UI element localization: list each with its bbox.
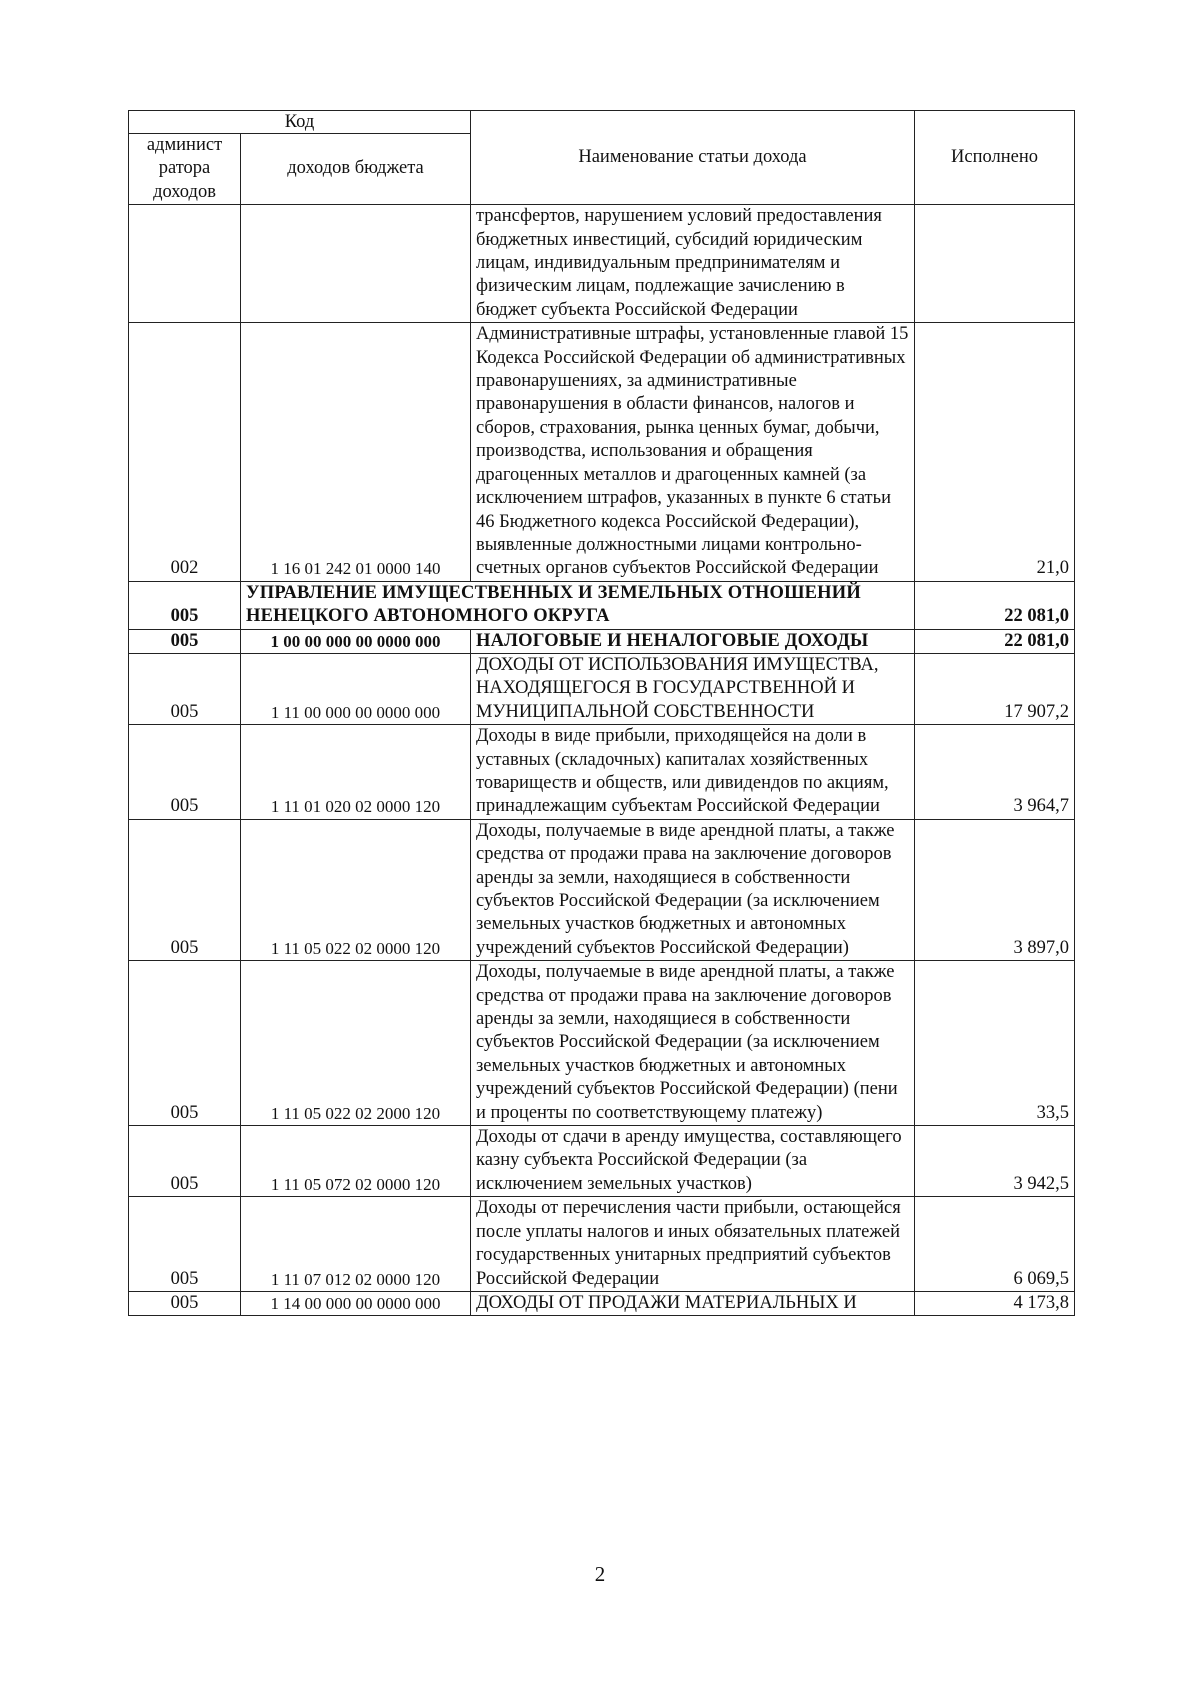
admin-code-cell: 002 — [129, 323, 241, 581]
table-row — [129, 205, 1075, 323]
item-name-cell: Доходы от сдачи в аренду имущества, составляющего казну субъекта Российской Федерации (за исключением земельных участков) — [471, 1126, 915, 1197]
budget-code-cell: 1 11 05 072 02 0000 120 — [241, 1126, 471, 1197]
budget-code-cell: 1 11 00 000 00 0000 000 — [241, 653, 471, 724]
executed-amount-cell: 3 897,0 — [915, 819, 1075, 960]
budget-code-cell: 1 14 00 000 00 0000 000 — [241, 1291, 471, 1315]
header-row-top — [129, 111, 1075, 134]
item-name-cell: ДОХОДЫ ОТ ИСПОЛЬЗОВАНИЯ ИМУЩЕСТВА, НАХОДЯЩЕГОСЯ В ГОСУДАРСТВЕННОЙ И МУНИЦИПАЛЬНОЙ СОБСТВЕННОСТИ — [471, 653, 915, 724]
budget-code-cell: 1 11 01 020 02 0000 120 — [241, 725, 471, 820]
item-name-cell: УПРАВЛЕНИЕ ИМУЩЕСТВЕННЫХ И ЗЕМЕЛЬНЫХ ОТНОШЕНИЙ НЕНЕЦКОГО АВТОНОМНОГО ОКРУГА — [241, 581, 915, 629]
admin-code-cell: 005 — [129, 629, 241, 653]
table-row — [129, 1291, 1075, 1315]
table-body — [129, 205, 1075, 1316]
table-row — [129, 1126, 1075, 1197]
table-row — [129, 323, 1075, 581]
budget-code-cell: 1 16 01 242 01 0000 140 — [241, 323, 471, 581]
executed-amount-cell: 22 081,0 — [915, 629, 1075, 653]
budget-code-cell: 1 11 05 022 02 0000 120 — [241, 819, 471, 960]
header-name-column: Наименование статьи дохода — [471, 111, 915, 205]
admin-code-cell — [129, 205, 241, 323]
executed-amount-cell: 33,5 — [915, 961, 1075, 1126]
header-budget-column: доходов бюджета — [241, 134, 471, 205]
header-executed-column: Исполнено — [915, 111, 1075, 205]
admin-code-cell: 005 — [129, 819, 241, 960]
table-row — [129, 819, 1075, 960]
item-name-cell: Доходы в виде прибыли, приходящейся на доли в уставных (складочных) капиталах хозяйственных товариществ и обществ, или дивидендов по акциям, принадлежащим субъектам Российской Федерации — [471, 725, 915, 820]
item-name-cell: НАЛОГОВЫЕ И НЕНАЛОГОВЫЕ ДОХОДЫ — [471, 629, 915, 653]
header-code-group: Код — [129, 111, 471, 134]
item-name-cell: Доходы, получаемые в виде арендной платы, а также средства от продажи права на заключение договоров аренды за земли, находящиеся в собственности субъектов Российской Федерации (за исключением земельных участков бюджетных и автономных учреждений субъектов Российской Федерации) (пени и проценты по соответствующему платежу) — [471, 961, 915, 1126]
table-row — [129, 629, 1075, 653]
table-row — [129, 725, 1075, 820]
executed-amount-cell: 22 081,0 — [915, 581, 1075, 629]
admin-code-cell: 005 — [129, 653, 241, 724]
item-name-cell: Доходы от перечисления части прибыли, остающейся после уплаты налогов и иных обязательных платежей государственных унитарных предприятий субъектов Российской Федерации — [471, 1197, 915, 1292]
admin-code-cell: 005 — [129, 725, 241, 820]
item-name-cell: ДОХОДЫ ОТ ПРОДАЖИ МАТЕРИАЛЬНЫХ И — [471, 1291, 915, 1315]
executed-amount-cell: 3 942,5 — [915, 1126, 1075, 1197]
item-name-cell: трансфертов, нарушением условий предоставления бюджетных инвестиций, субсидий юридическим лицам, индивидуальным предпринимателям и физическим лицам, подлежащие зачислению в бюджет субъекта Российской Федерации — [471, 205, 915, 323]
admin-code-cell: 005 — [129, 581, 241, 629]
admin-code-cell: 005 — [129, 1291, 241, 1315]
executed-amount-cell: 4 173,8 — [915, 1291, 1075, 1315]
budget-code-cell: 1 11 05 022 02 2000 120 — [241, 961, 471, 1126]
executed-amount-cell: 3 964,7 — [915, 725, 1075, 820]
executed-amount-cell: 6 069,5 — [915, 1197, 1075, 1292]
budget-code-cell: 1 11 07 012 02 0000 120 — [241, 1197, 471, 1292]
item-name-cell: Административные штрафы, установленные главой 15 Кодекса Российской Федерации об административных правонарушениях, за административные правонарушения в области финансов, налогов и сборов, страхования, рынка ценных бумаг, добычи, производства, использования и обращения драгоценных металлов и драгоценных камней (за исключением штрафов, указанных в пункте 6 статьи 46 Бюджетного кодекса Российской Федерации), выявленные должностными лицами контрольно-счетных органов субъектов Российской Федерации — [471, 323, 915, 581]
table-row — [129, 1197, 1075, 1292]
revenue-table — [128, 110, 1075, 1316]
table-row — [129, 581, 1075, 629]
budget-code-cell: 1 00 00 000 00 0000 000 — [241, 629, 471, 653]
admin-code-cell: 005 — [129, 1126, 241, 1197]
admin-code-cell: 005 — [129, 1197, 241, 1292]
header-admin-column: админист ратора доходов — [129, 134, 241, 205]
admin-code-cell: 005 — [129, 961, 241, 1126]
executed-amount-cell: 21,0 — [915, 323, 1075, 581]
table-row — [129, 961, 1075, 1126]
page-number: 2 — [594, 1562, 606, 1586]
executed-amount-cell: 17 907,2 — [915, 653, 1075, 724]
table-row — [129, 653, 1075, 724]
executed-amount-cell — [915, 205, 1075, 323]
item-name-cell: Доходы, получаемые в виде арендной платы, а также средства от продажи права на заключение договоров аренды за земли, находящиеся в собственности субъектов Российской Федерации (за исключением земельных участков бюджетных и автономных учреждений субъектов Российской Федерации) — [471, 819, 915, 960]
budget-code-cell — [241, 205, 471, 323]
